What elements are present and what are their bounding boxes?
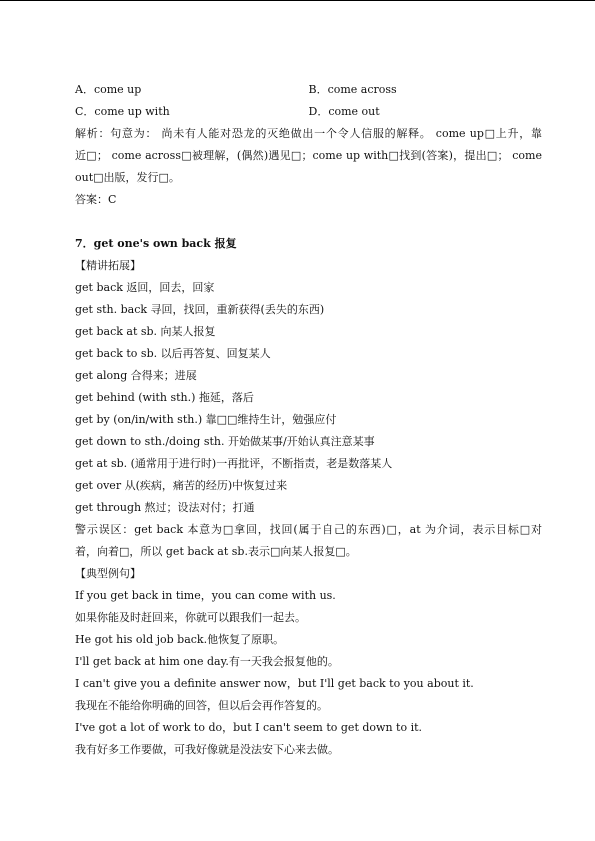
phrase-item: get by (on/in/with sth.) 靠□□维持生计，勉强应付	[75, 413, 337, 426]
phrase-item: get at sb. (通常用于进行时)一再批评，不断指责，老是数落某人	[75, 457, 393, 470]
example-translation: 如果你能及时赶回来，你就可以跟我们一起去。	[75, 611, 306, 624]
option-a: A．come up	[75, 83, 142, 96]
expand-heading: 【精讲拓展】	[75, 259, 141, 272]
phrase-item: get back 返回，回去，回家	[75, 281, 215, 294]
example-sentence: I'll get back at him one day.有一天我会报复他的。	[75, 655, 339, 668]
option-c: C．come up with	[75, 105, 170, 118]
example-sentence: I've got a lot of work to do，but I can't seem to get down to it.	[75, 721, 422, 734]
phrase-item: get back at sb. 向某人报复	[75, 325, 216, 338]
phrase-item: get over 从(疾病，痛苦的经历)中恢复过来	[75, 479, 288, 492]
phrase-item: get sth. back 寻回，找回，重新获得(丢失的东西)	[75, 303, 325, 316]
top-rule	[0, 0, 595, 1]
example-sentence: If you get back in time，you can come with us.	[75, 589, 336, 602]
option-d: D．come out	[308, 105, 380, 118]
option-b: B．come across	[308, 83, 397, 96]
warning-line-1: 警示误区：get back 本意为□拿回，找回(属于自己的东西)□，at 为介词，表示目标□对	[75, 523, 542, 536]
phrase-item: get along 合得来；进展	[75, 369, 197, 382]
example-translation: 我现在不能给你明确的回答，但以后会再作答复的。	[75, 699, 328, 712]
options-row-2	[75, 101, 542, 123]
warning-line-2: 着，向着□，所以 get back at sb.表示□向某人报复□。	[75, 545, 357, 558]
phrase-item: get through 熬过；设法对付；打通	[75, 501, 255, 514]
example-sentence: I can't give you a definite answer now，but I'll get back to you about it.	[75, 677, 474, 690]
document-body	[75, 79, 542, 761]
answer-line: 答案：C	[75, 193, 117, 206]
spacer	[75, 211, 542, 233]
example-sentence: He got his old job back.他恢复了原职。	[75, 633, 285, 646]
analysis-line-3: out□出版，发行□。	[75, 171, 180, 184]
section-title: 7．get one's own back 报复	[75, 237, 237, 250]
options-row-1	[75, 79, 542, 101]
phrase-item: get behind (with sth.) 拖延，落后	[75, 391, 254, 404]
examples-heading: 【典型例句】	[75, 567, 141, 580]
analysis-line-2: 近□； come across□被理解，(偶然)遇见□；come up with□找到(答案)，提出□； come	[75, 149, 542, 162]
phrase-item: get back to sb. 以后再答复、回复某人	[75, 347, 271, 360]
phrase-item: get down to sth./doing sth. 开始做某事/开始认真注意某事	[75, 435, 375, 448]
analysis-line-1: 解析：句意为： 尚未有人能对恐龙的灭绝做出一个令人信服的解释。 come up□上升，靠	[75, 127, 542, 140]
example-translation: 我有好多工作要做，可我好像就是没法安下心来去做。	[75, 743, 339, 756]
